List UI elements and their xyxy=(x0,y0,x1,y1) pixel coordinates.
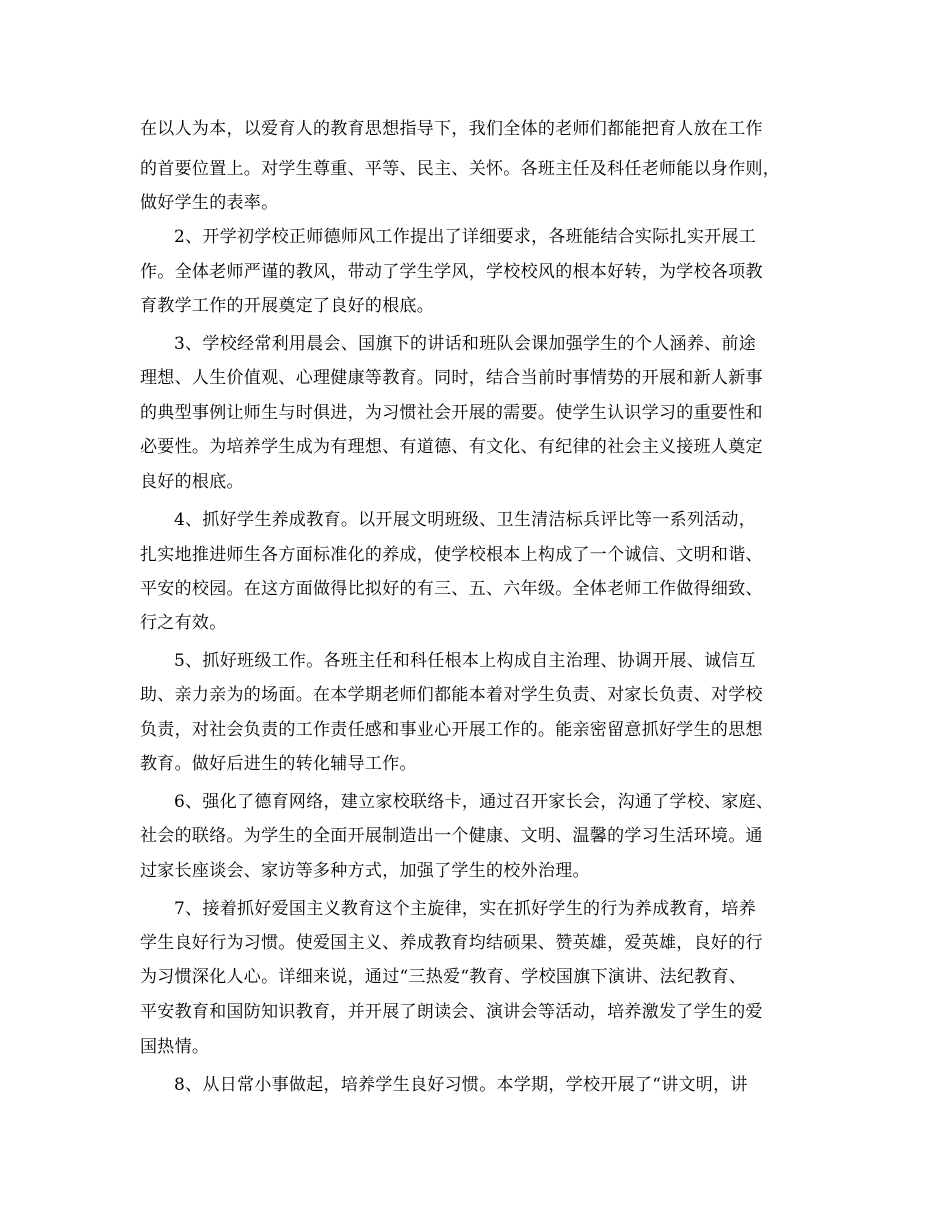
text-line: 2、开学初学校正师德师风工作提出了详细要求，各班能结合实际扎实开展工 xyxy=(174,227,757,247)
text-line: 过家长座谈会、家访等多种方式，加强了学生的校外治理。 xyxy=(140,861,590,881)
text-line: 负责，对社会负责的工作责任感和事业心开展工作的。能亲密留意抓好学生的思想 xyxy=(140,720,763,740)
text-line: 国热情。 xyxy=(140,1037,210,1057)
text-line: 社会的联络。为学生的全面开展制造出一个健康、文明、温馨的学习生活环境。通 xyxy=(140,826,763,846)
text-line: 为习惯深化人心。详细来说，通过“三热爱“教育、学校国旗下演讲、法纪教育、 xyxy=(140,967,747,987)
text-line: 行之有效。 xyxy=(140,613,227,633)
text-line: 良好的根底。 xyxy=(140,472,244,492)
text-line: 育教学工作的开展奠定了良好的根底。 xyxy=(140,296,435,316)
text-line: 6、强化了德育网络，建立家校联络卡，通过召开家长会，沟通了学校、家庭、 xyxy=(174,792,774,812)
text-line: 的典型事例让师生与时俱进，为习惯社会开展的需要。使学生认识学习的重要性和 xyxy=(140,403,763,423)
text-line: 3、学校经常利用晨会、国旗下的讲话和班队会课加强学生的个人涵养、前途 xyxy=(174,334,757,354)
text-line: 做好学生的表率。 xyxy=(140,193,279,213)
text-line: 助、亲力亲为的场面。在本学期老师们都能本着对学生负责、对家长负责、对学校 xyxy=(140,685,763,705)
text-line: 平安教育和国防知识教育，并开展了朗读会、演讲会等活动，培养激发了学生的爱 xyxy=(140,1002,763,1022)
text-line: 7、接着抓好爱国主义教育这个主旋律，实在抓好学生的行为养成教育，培养 xyxy=(174,899,757,919)
text-line: 作。全体老师严谨的教风，带动了学生学风，学校校风的根本好转，为学校各项教 xyxy=(140,262,763,282)
text-line: 的首要位置上。对学生尊重、平等、民主、关怀。各班主任及科任老师能以身作则， xyxy=(140,159,781,179)
text-line: 必要性。为培养学生成为有理想、有道德、有文化、有纪律的社会主义接班人奠定 xyxy=(140,437,763,457)
text-line: 扎实地推进师生各方面标准化的养成，使学校根本上构成了一个诚信、文明和谐、 xyxy=(140,545,763,565)
text-line: 教育。做好后进生的转化辅导工作。 xyxy=(140,754,417,774)
text-line: 8、从日常小事做起，培养学生良好习惯。本学期，学校开展了“讲文明，讲 xyxy=(174,1075,748,1095)
text-line: 5、抓好班级工作。各班主任和科任根本上构成自主治理、协调开展、诚信互 xyxy=(174,651,757,671)
text-line: 平安的校园。在这方面做得比拟好的有三、五、六年级。全体老师工作做得细致、 xyxy=(140,579,763,599)
text-line: 在以人为本，以爱育人的教育思想指导下，我们全体的老师们都能把育人放在工作 xyxy=(140,119,763,139)
text-line: 理想、人生价值观、心理健康等教育。同时，结合当前时事情势的开展和新人新事 xyxy=(140,368,763,388)
text-line: 4、抓好学生养成教育。以开展文明班级、卫生清洁标兵评比等一系列活动， xyxy=(174,510,757,530)
text-line: 学生良好行为习惯。使爱国主义、养成教育均结硕果、赞英雄，爱英雄，良好的行 xyxy=(140,933,763,953)
